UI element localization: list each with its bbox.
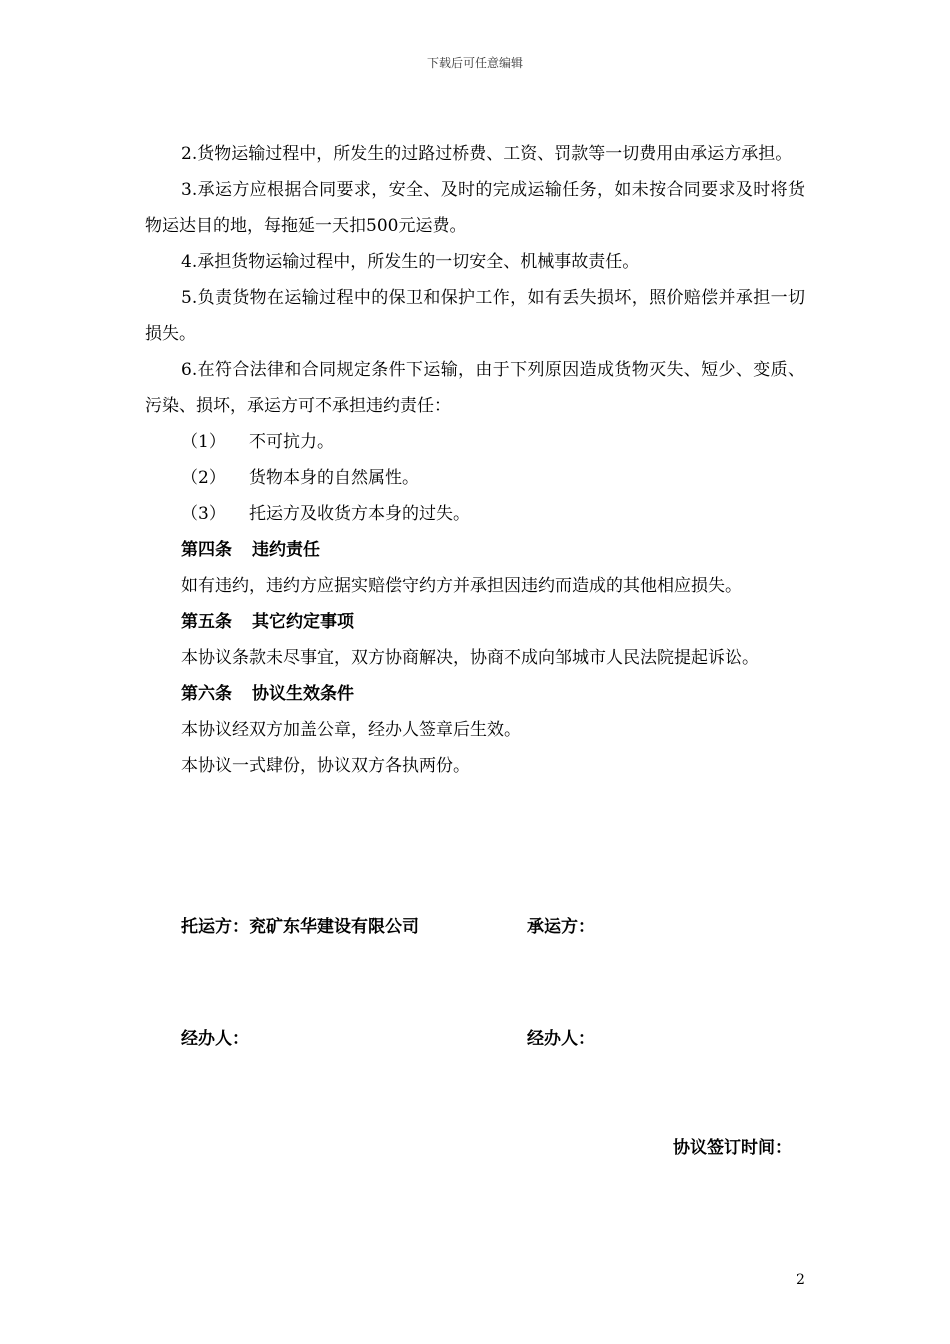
exemption-text: 不可抗力。 (249, 432, 334, 452)
exemption-number: （2） (181, 468, 226, 488)
clause-3: 3.承运方应根据合同要求，安全、及时的完成运输任务，如未按合同要求及时将货物运达目的地，每拖延一天扣500元运费。 (145, 180, 805, 236)
handler-left: 经办人： (181, 1029, 249, 1049)
article-number: 第六条 (181, 684, 232, 704)
page-number: 2 (796, 1272, 805, 1288)
exemption-item-2 (145, 460, 805, 496)
clause-4: 4.承担货物运输过程中，所发生的一切安全、机械事故责任。 (181, 252, 640, 272)
article-4-body: 如有违约，违约方应据实赔偿守约方并承担因违约而造成的其他相应损失。 (181, 576, 742, 596)
page-header: 下载后可任意编辑 (426, 56, 523, 70)
article-5-heading (145, 604, 805, 640)
exemption-item-3 (145, 496, 805, 532)
article-number: 第四条 (181, 540, 232, 560)
article-6-body-1: 本协议经双方加盖公章，经办人签章后生效。 (181, 720, 521, 740)
article-title: 违约责任 (252, 540, 320, 560)
article-6-body-2: 本协议一式肆份，协议双方各执两份。 (181, 756, 470, 776)
sign-date-label: 协议签订时间： (673, 1138, 792, 1158)
exemption-text: 货物本身的自然属性。 (249, 468, 419, 488)
article-title: 协议生效条件 (252, 684, 354, 704)
consignor-signature: 托运方：兖矿东华建设有限公司 (181, 917, 419, 937)
clause-6: 6.在符合法律和合同规定条件下运输，由于下列原因造成货物灭失、短少、变质、污染、损坏，承运方可不承担违约责任： (145, 360, 805, 416)
exemption-number: （3） (181, 504, 226, 524)
exemption-number: （1） (181, 432, 226, 452)
handler-right: 经办人： (527, 1029, 595, 1049)
clause-2: 2.货物运输过程中，所发生的过路过桥费、工资、罚款等一切费用由承运方承担。 (181, 144, 793, 164)
clause-5: 5.负责货物在运输过程中的保卫和保护工作，如有丢失损坏，照价赔偿并承担一切损失。 (145, 288, 805, 344)
article-4-heading (145, 532, 805, 568)
article-number: 第五条 (181, 612, 232, 632)
document-body (145, 136, 805, 784)
exemption-item-1 (145, 424, 805, 460)
article-title: 其它约定事项 (252, 612, 354, 632)
exemption-text: 托运方及收货方本身的过失。 (249, 504, 470, 524)
article-5-body: 本协议条款未尽事宜，双方协商解决，协商不成向邹城市人民法院提起诉讼。 (181, 648, 759, 668)
article-6-heading (145, 676, 805, 712)
carrier-signature: 承运方： (527, 917, 595, 937)
